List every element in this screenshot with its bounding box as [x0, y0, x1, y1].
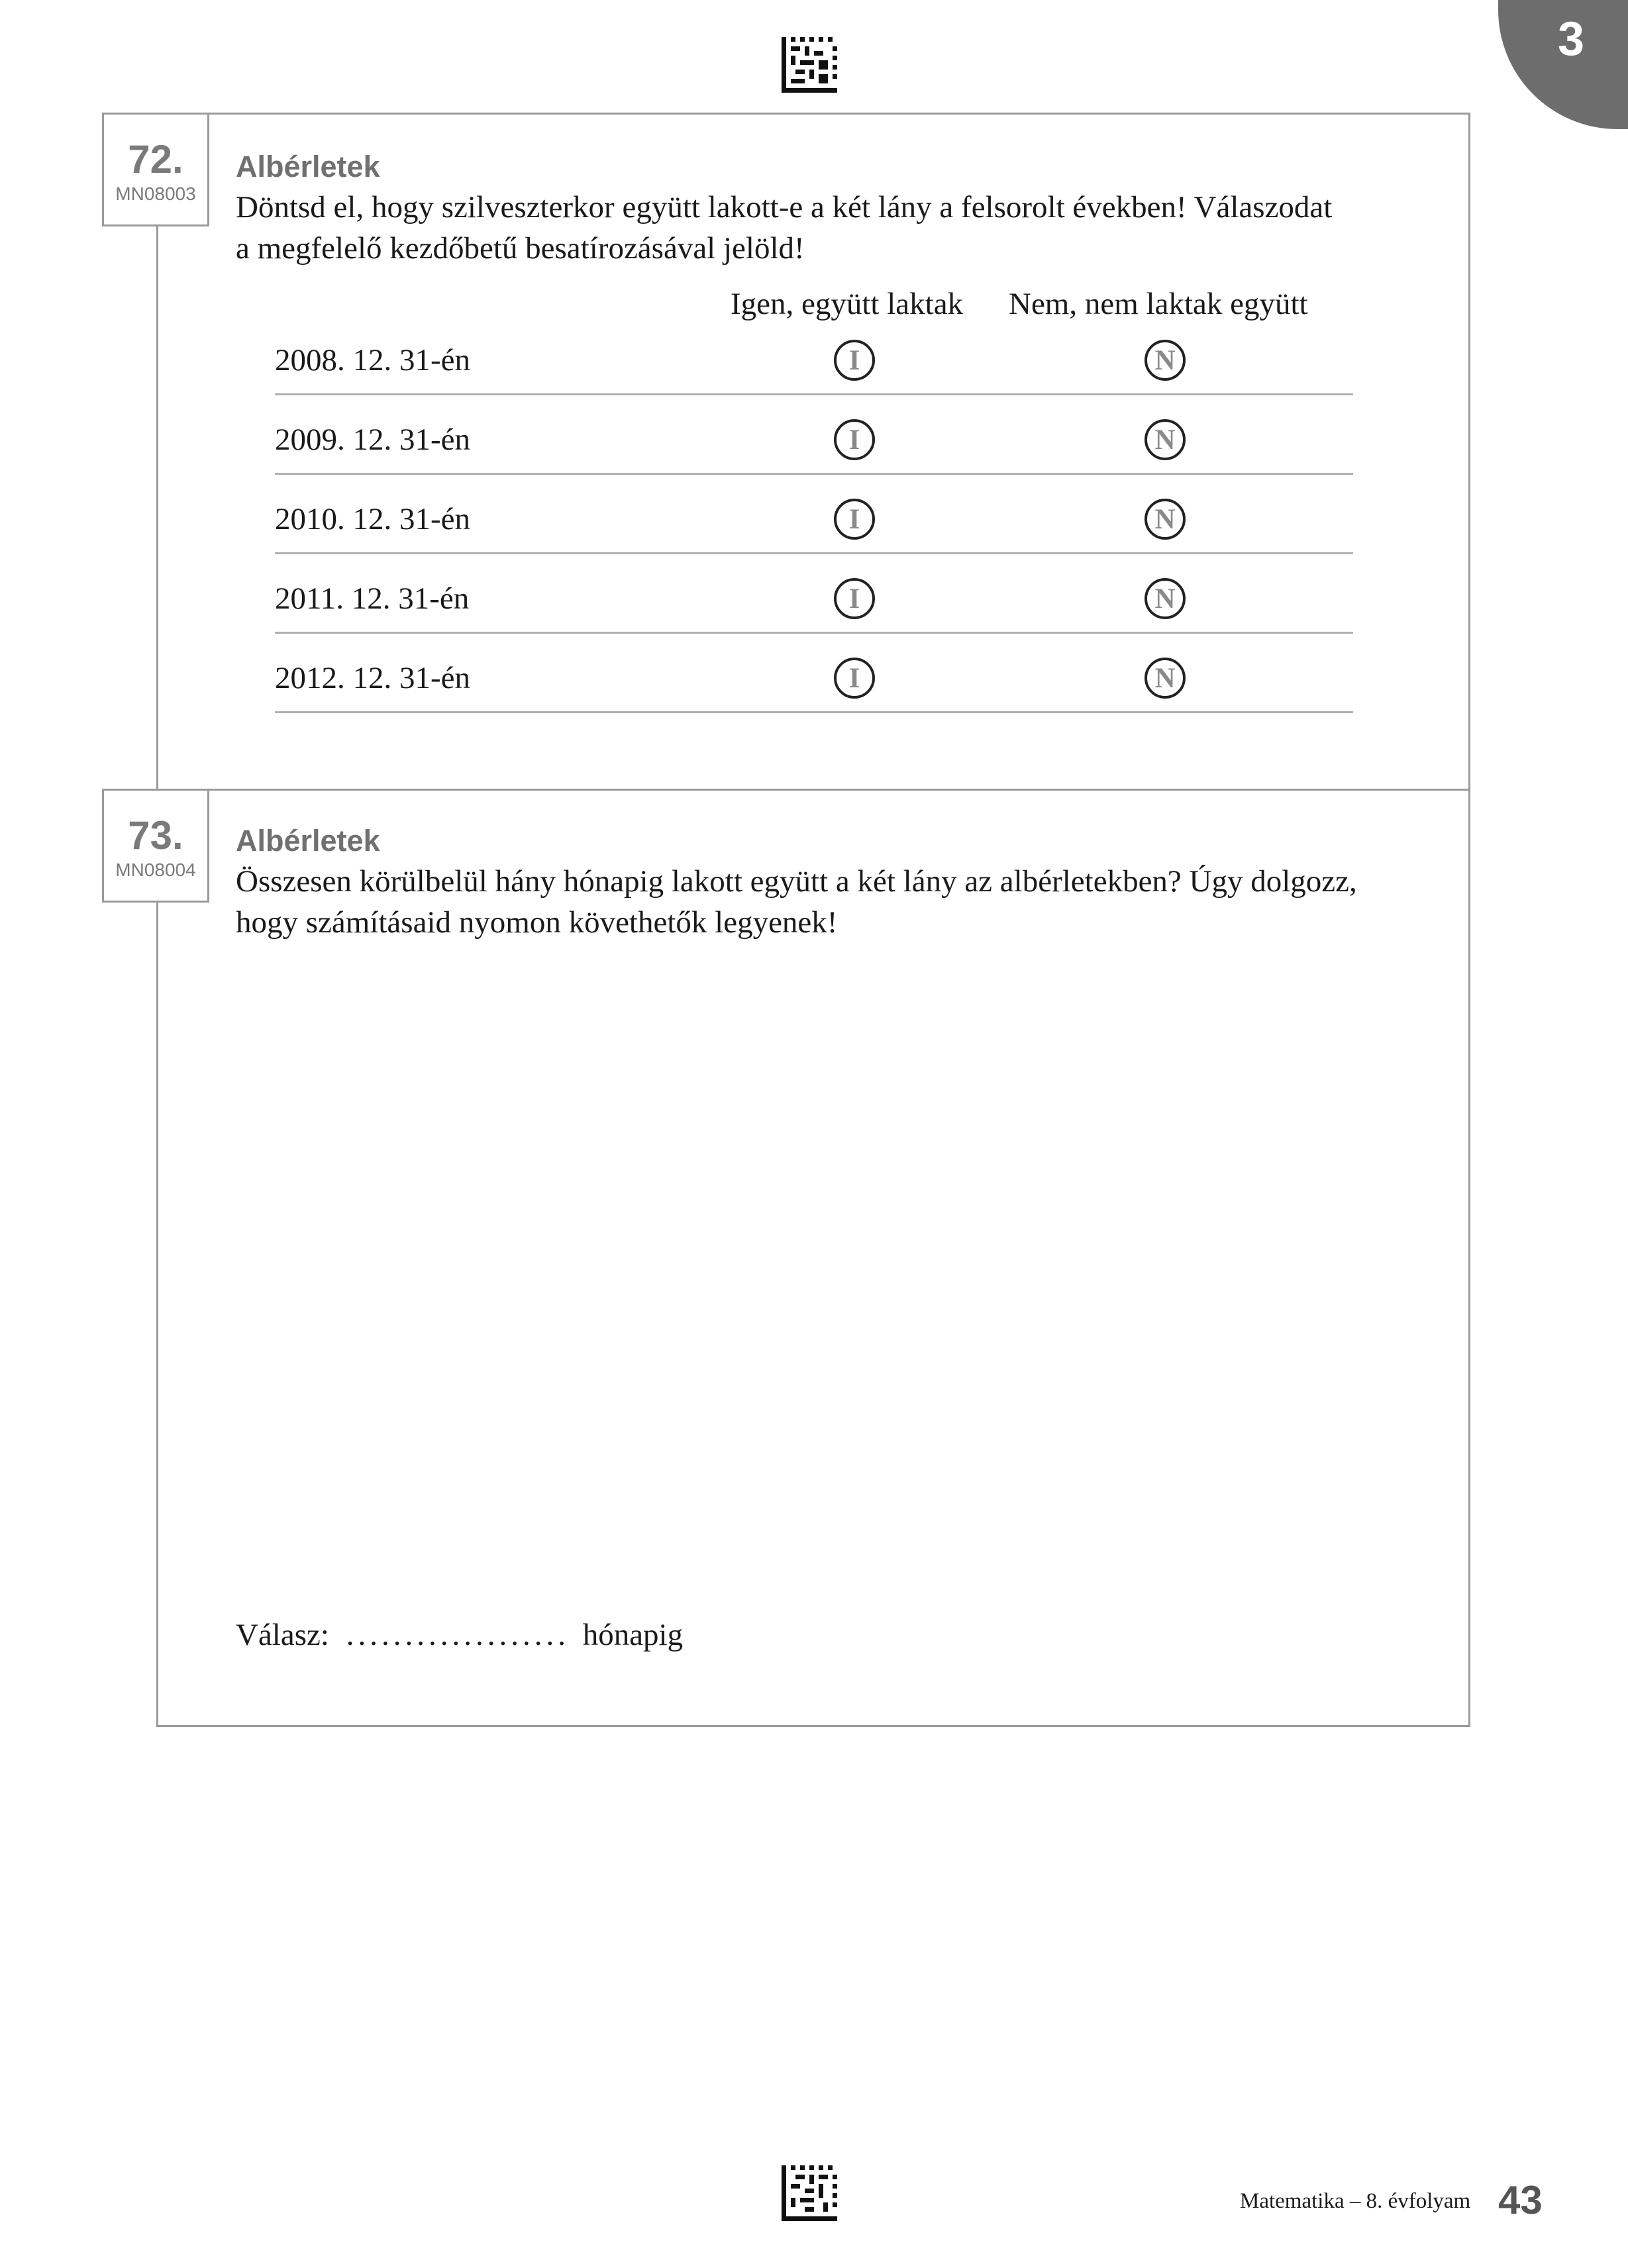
answer-line — [236, 1617, 683, 1653]
question-code: MN08004 — [115, 860, 196, 880]
question-divider — [156, 789, 1470, 791]
section-number: 3 — [1558, 13, 1585, 66]
question-number: 73. — [128, 813, 183, 858]
answer-row — [275, 554, 1353, 634]
row-date: 2009. 12. 31-én — [275, 422, 471, 457]
answer-blank[interactable]: ................... — [346, 1618, 570, 1652]
section-tab — [1498, 0, 1628, 129]
answer-label: Válasz: — [236, 1618, 329, 1652]
question-73-title: Albérletek — [236, 824, 380, 858]
question-73-number-box — [102, 789, 209, 903]
datamatrix-code-bottom — [782, 2165, 837, 2221]
question-72-text — [236, 187, 1428, 269]
answer-row — [275, 634, 1353, 713]
column-header-no: Nem, nem laktak együtt — [1009, 287, 1308, 321]
datamatrix-code-top — [782, 37, 837, 93]
row-date: 2008. 12. 31-én — [275, 343, 471, 377]
bubble-yes[interactable]: I — [834, 340, 875, 381]
bubble-yes[interactable]: I — [834, 658, 875, 699]
answer-unit: hónapig — [582, 1618, 684, 1652]
question-number: 72. — [128, 137, 183, 181]
question-code: MN08003 — [115, 183, 196, 204]
bubble-no[interactable]: N — [1145, 499, 1186, 540]
question-73-text — [236, 861, 1428, 943]
bubble-yes[interactable]: I — [834, 499, 875, 540]
column-header-yes: Igen, együtt laktak — [731, 287, 964, 321]
footer-subject: Matematika – 8. évfolyam — [1240, 2189, 1471, 2213]
bubble-no[interactable]: N — [1145, 658, 1186, 699]
row-date: 2011. 12. 31-én — [275, 581, 470, 616]
answer-row — [275, 316, 1353, 395]
bubble-no[interactable]: N — [1145, 419, 1186, 460]
row-date: 2012. 12. 31-én — [275, 661, 471, 695]
bubble-no[interactable]: N — [1145, 340, 1186, 381]
question-text-line: hogy számításaid nyomon követhetők legyenek! — [236, 905, 838, 940]
answer-row — [275, 395, 1353, 475]
question-text-line: Összesen körülbelül hány hónapig lakott együtt a két lány az albérletekben? Úgy dolgozz, — [236, 864, 1357, 899]
question-text-line: a megfelelő kezdőbetű besatírozásával jelöld! — [236, 231, 805, 266]
bubble-no[interactable]: N — [1145, 578, 1186, 619]
question-72-number-box — [102, 113, 209, 226]
question-text-line: Döntsd el, hogy szilveszterkor együtt lakott-e a két lány a felsorolt években! Válaszodat — [236, 190, 1333, 224]
bubble-yes[interactable]: I — [834, 419, 875, 460]
page-number: 43 — [1498, 2178, 1543, 2222]
bubble-yes[interactable]: I — [834, 578, 875, 619]
question-72-title: Albérletek — [236, 150, 380, 183]
answer-row — [275, 475, 1353, 554]
row-date: 2010. 12. 31-én — [275, 502, 471, 536]
